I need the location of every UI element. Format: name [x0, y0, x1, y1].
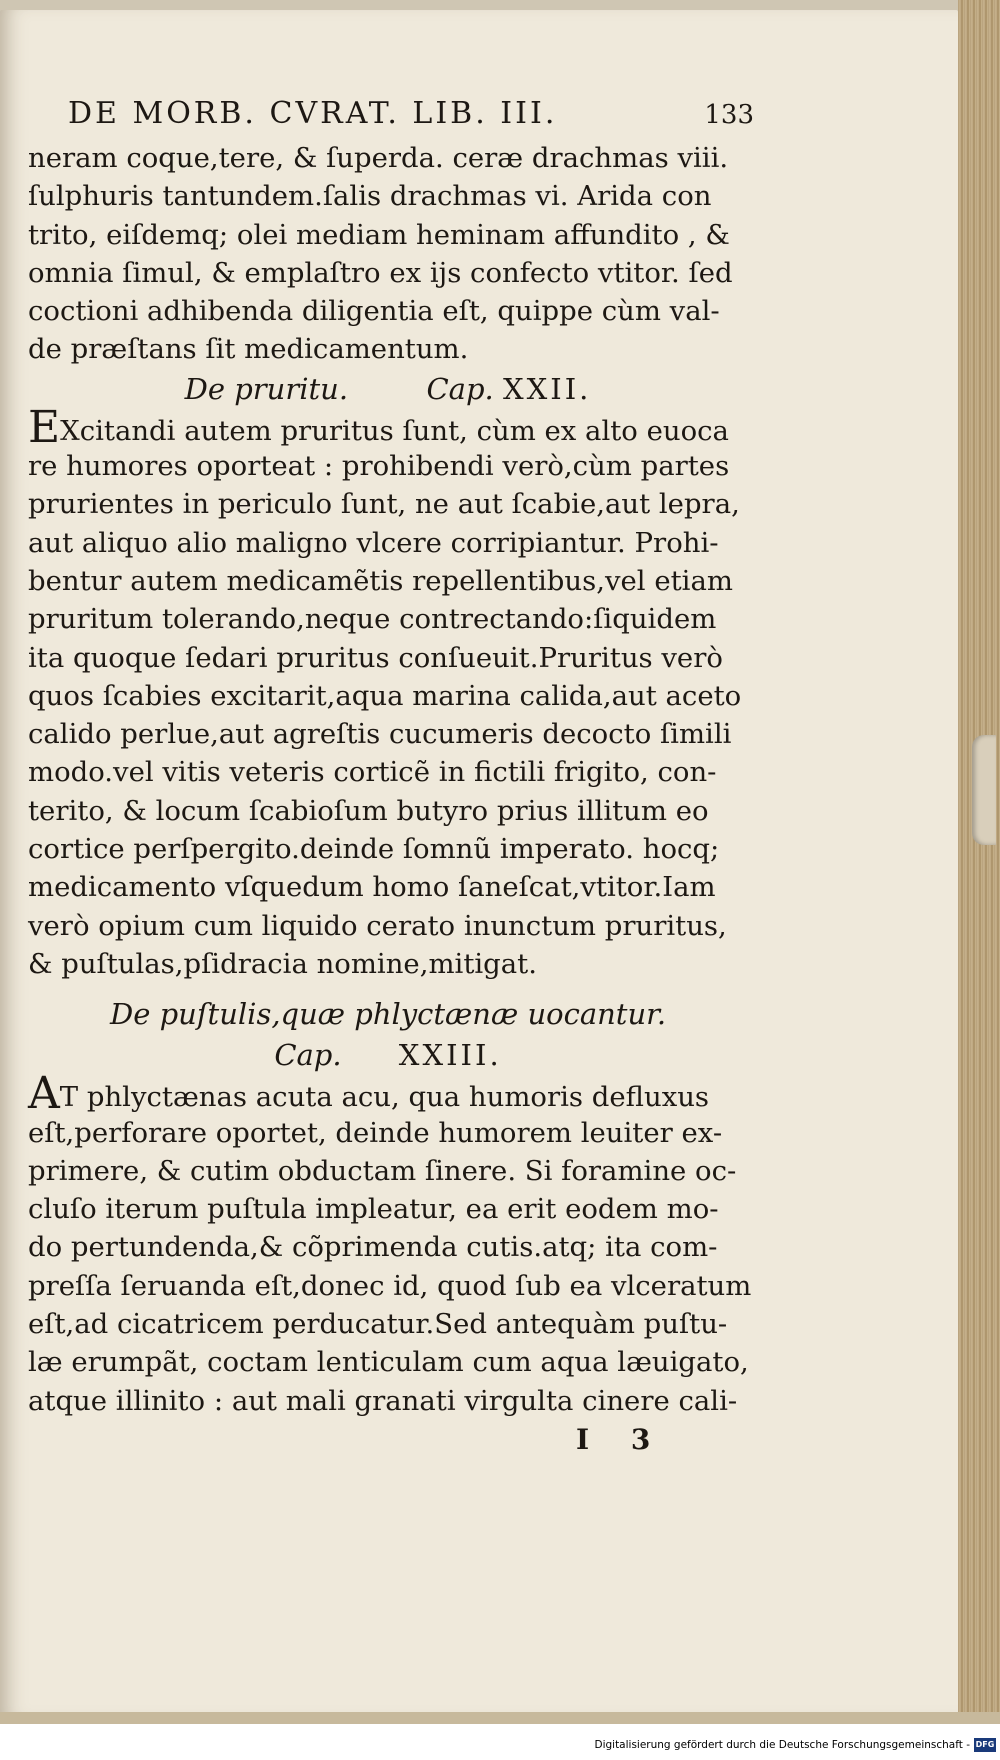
page-text	[28, 96, 754, 1460]
text-line: prurientes in periculo ſunt, ne aut ſcabie,aut lepra,	[28, 488, 740, 521]
text-line: aut aliquo alio maligno vlcere corripiantur. Prohi-	[28, 526, 719, 559]
text-line: verò opium cum liquido cerato inunctum pruritus,	[28, 909, 727, 942]
chapter-23-cap-label: Cap.	[274, 1038, 342, 1073]
text-line: læ erumpãt, coctam lenticulam cum aqua læuigato,	[28, 1346, 749, 1379]
footer-credit: Digitalisierung gefördert durch die Deutsche Forschungsgemeinschaft -	[594, 1739, 970, 1751]
text-line: de præſtans ſit medicamentum.	[28, 333, 469, 366]
text-line: modo.vel vitis veteris corticẽ in fictili frigito, con-	[28, 756, 717, 789]
signature-mark: I 3	[576, 1422, 667, 1456]
chapter-23-paragraph	[28, 1068, 752, 1420]
chapter-23-cap-line	[28, 1035, 748, 1075]
text-line: ita quoque ſedari pruritus conſueuit.Pruritus verò	[28, 641, 723, 674]
text-line: re humores oporteat : prohibendi verò,cùm partes	[28, 450, 730, 483]
running-header	[68, 96, 754, 131]
chapter-23-title: De puſtulis,quæ phlyctænæ uocantur.	[109, 997, 667, 1032]
text-line: preſſa ſeruanda eſt,donec id, quod ſub ea vlceratum	[28, 1269, 752, 1302]
text-line: calido perlue,aut agreſtis cucumeris decocto ſimili	[28, 718, 732, 751]
text-line: cluſo iterum puſtula impleatur, ea erit eodem mo-	[28, 1193, 719, 1226]
digitization-footer	[0, 1728, 1000, 1760]
page-clip-tab	[972, 735, 996, 845]
text-line: eſt,perforare oportet, deinde humorem leuiter ex-	[28, 1116, 723, 1149]
text-line: AT phlyctænas acuta acu, qua humoris defluxus	[28, 1068, 710, 1120]
text-line: quos ſcabies excitarit,aqua marina calida,aut aceto	[28, 679, 742, 712]
chapter-22-heading	[28, 369, 748, 409]
intro-paragraph	[28, 139, 748, 369]
text-line: cortice perſpergito.deinde ſomnũ imperato. hocq;	[28, 833, 720, 866]
text-line: pruritum tolerando,neque contrectando:ſiquidem	[28, 603, 717, 636]
text-line: trito, eiſdemq; olei mediam heminam affundito , &	[28, 218, 730, 251]
page-number: 133	[704, 100, 754, 130]
text-line: & puſtulas,pſidracia nomine,mitigat.	[28, 947, 537, 980]
text-line: atque illinito : aut mali granati virgulta cinere cali-	[28, 1384, 738, 1417]
text-line: primere, & cutim obductam ſinere. Si foramine oc-	[28, 1154, 737, 1187]
dfg-logo: DFG	[974, 1738, 996, 1752]
text-line: do pertundenda,& cõprimenda cutis.atq; ita com-	[28, 1231, 718, 1264]
chapter-23-cap-number: XXIII.	[398, 1038, 502, 1073]
page-edges	[958, 0, 1000, 1724]
text-line: coctioni adhibenda diligentia eſt, quippe cùm val-	[28, 295, 720, 328]
text-line: eſt,ad cicatricem perducatur.Sed antequàm puſtu-	[28, 1308, 728, 1341]
chapter-22-title: De pruritu.	[184, 371, 349, 406]
chapter-22-cap-number: XXII.	[502, 371, 592, 406]
text-line: EXcitandi autem pruritus ſunt, cùm ex alto euoca	[28, 401, 729, 453]
chapter-22-cap-label: Cap.	[426, 371, 494, 406]
running-title: DE MORB. CVRAT. LIB. III.	[68, 96, 558, 131]
text-line: terito, & locum ſcabioſum butyro prius illitum eo	[28, 794, 709, 827]
text-line: bentur autem medicamẽtis repellentibus,vel etiam	[28, 564, 733, 597]
text-line: medicamento vſquedum homo ſaneſcat,vtitor.Iam	[28, 871, 716, 904]
scan-bottom-border	[0, 1712, 1000, 1724]
drop-initial-a: A	[28, 1068, 60, 1120]
text-line: omnia ſimul, & emplaſtro ex ijs confecto vtitor. ſed	[28, 256, 733, 289]
drop-initial-e: E	[28, 401, 61, 453]
chapter-22-paragraph	[28, 401, 748, 983]
text-line: neram coque,tere, & ſuperda. ceræ drachmas viii.	[28, 142, 729, 174]
text-line: ſulphuris tantundem.ſalis drachmas vi. Arida con	[28, 180, 712, 213]
